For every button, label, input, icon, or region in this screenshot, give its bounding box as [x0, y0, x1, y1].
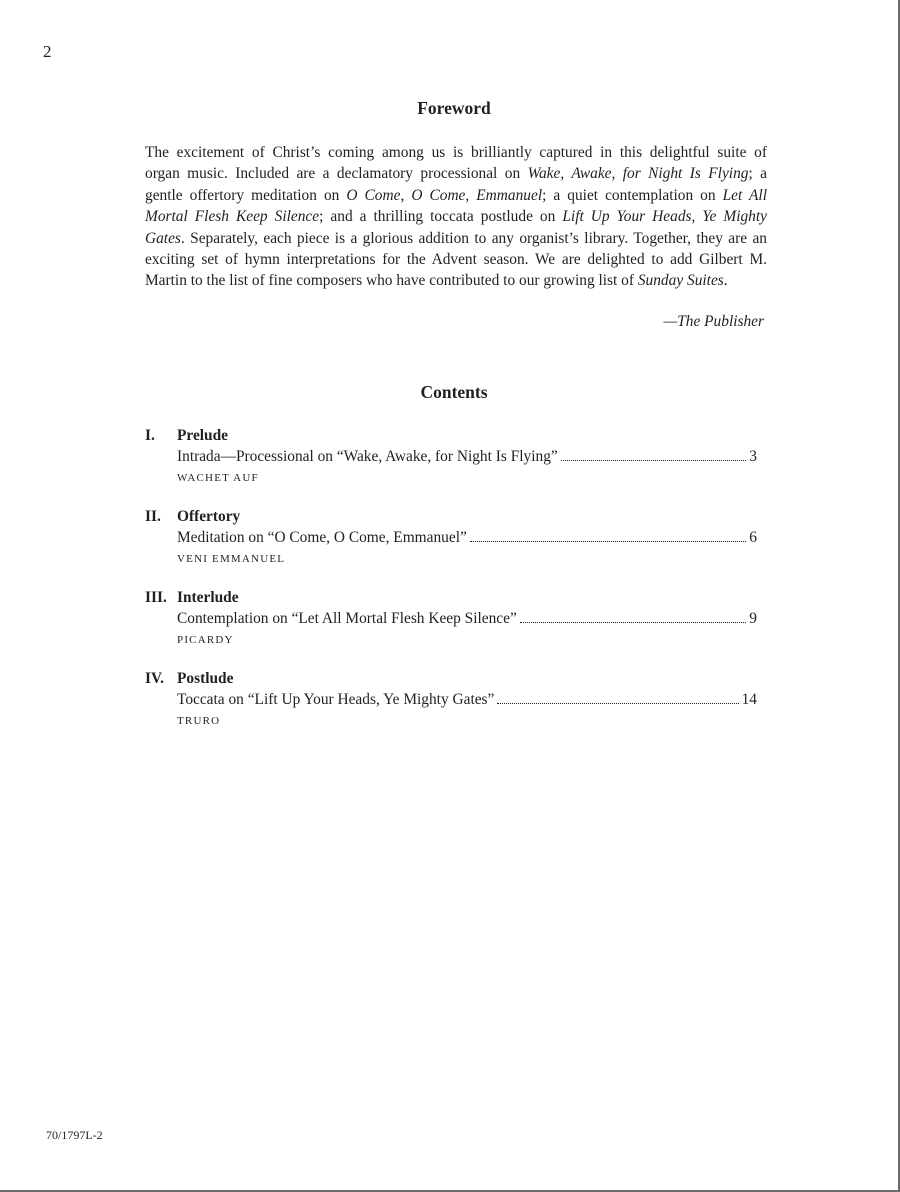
entry-heading: Postlude	[177, 670, 234, 687]
dot-leader	[497, 702, 738, 704]
entry-title: Intrada—Processional on “Wake, Awake, for Night Is Flying”	[177, 448, 558, 465]
entry-tune-name: PICARDY	[177, 634, 234, 646]
entry-numeral: II.	[145, 508, 161, 525]
foreword-text: gentle offertory meditation on	[145, 186, 347, 204]
contents-entry	[145, 589, 765, 670]
foreword-italic-title: Wake, Awake, for Night Is Flying	[527, 165, 749, 183]
entry-numeral: III.	[145, 589, 167, 606]
catalog-number: 70/1797L-2	[46, 1128, 103, 1142]
foreword-italic-title: Mortal Flesh Keep Silence	[145, 208, 320, 226]
entry-page-number: 6	[749, 529, 757, 546]
entry-tune-name: TRURO	[177, 715, 221, 727]
foreword-text: exciting set of hymn interpretations for the Advent season. We are delighted to add Gilbert M.	[145, 251, 767, 269]
foreword-line	[145, 249, 767, 270]
entry-page-number: 14	[741, 691, 757, 708]
foreword-line	[145, 270, 767, 291]
foreword-line	[145, 163, 767, 184]
entry-title-line	[177, 610, 757, 628]
foreword-text: organ music. Included are a declamatory processional on	[145, 165, 528, 183]
entry-heading: Offertory	[177, 508, 241, 525]
foreword-text: ; and a thrilling toccata postlude on	[319, 208, 563, 226]
entry-page-number: 9	[749, 610, 757, 627]
foreword-line	[145, 228, 767, 249]
page-number: 2	[43, 42, 52, 61]
foreword-line	[145, 185, 767, 206]
contents-title: Contents	[420, 382, 488, 402]
foreword-italic-title: Gates	[145, 229, 181, 247]
entry-title: Contemplation on “Let All Mortal Flesh Keep Silence”	[177, 610, 517, 627]
dot-leader	[561, 459, 747, 461]
foreword-title: Foreword	[417, 98, 491, 118]
foreword-text: ; a quiet contemplation on	[542, 186, 723, 204]
entry-title: Toccata on “Lift Up Your Heads, Ye Mighty Gates”	[177, 691, 495, 708]
foreword-italic-title: Sunday Suites	[637, 272, 724, 290]
foreword-italic-title: O Come, O Come, Emmanuel	[346, 186, 543, 204]
entry-title: Meditation on “O Come, O Come, Emmanuel”	[177, 529, 467, 546]
entry-tune-name: VENI EMMANUEL	[177, 553, 286, 565]
entry-page-number: 3	[749, 448, 757, 465]
foreword-signature: —The Publisher	[663, 313, 764, 330]
entry-title-line	[177, 529, 757, 547]
contents-entry	[145, 670, 765, 751]
foreword-body	[145, 142, 767, 292]
foreword-text: The excitement of Christ’s coming among us is brilliantly captured in this delightful suite of	[145, 144, 767, 161]
foreword-text: .	[723, 272, 728, 290]
entry-numeral: I.	[145, 427, 155, 444]
foreword-line	[145, 206, 767, 227]
entry-title-line	[177, 448, 757, 466]
entry-title-line	[177, 691, 757, 709]
entry-heading: Prelude	[177, 427, 229, 444]
dot-leader	[470, 540, 746, 542]
contents-entry	[145, 508, 765, 589]
foreword-line	[145, 142, 767, 163]
entry-tune-name: WACHET AUF	[177, 472, 259, 484]
entry-numeral: IV.	[145, 670, 164, 687]
foreword-text: Martin to the list of fine composers who have contributed to our growing list of	[145, 272, 638, 290]
foreword-text: ; a	[748, 165, 767, 183]
contents-list	[145, 427, 765, 751]
foreword-italic-title: Let All	[722, 186, 767, 204]
entry-heading: Interlude	[177, 589, 239, 606]
foreword-italic-title: Lift Up Your Heads, Ye Mighty	[562, 208, 767, 226]
dot-leader	[520, 621, 746, 623]
foreword-text: . Separately, each piece is a glorious addition to any organist’s library. Together, they are an	[180, 229, 767, 247]
contents-entry	[145, 427, 765, 508]
